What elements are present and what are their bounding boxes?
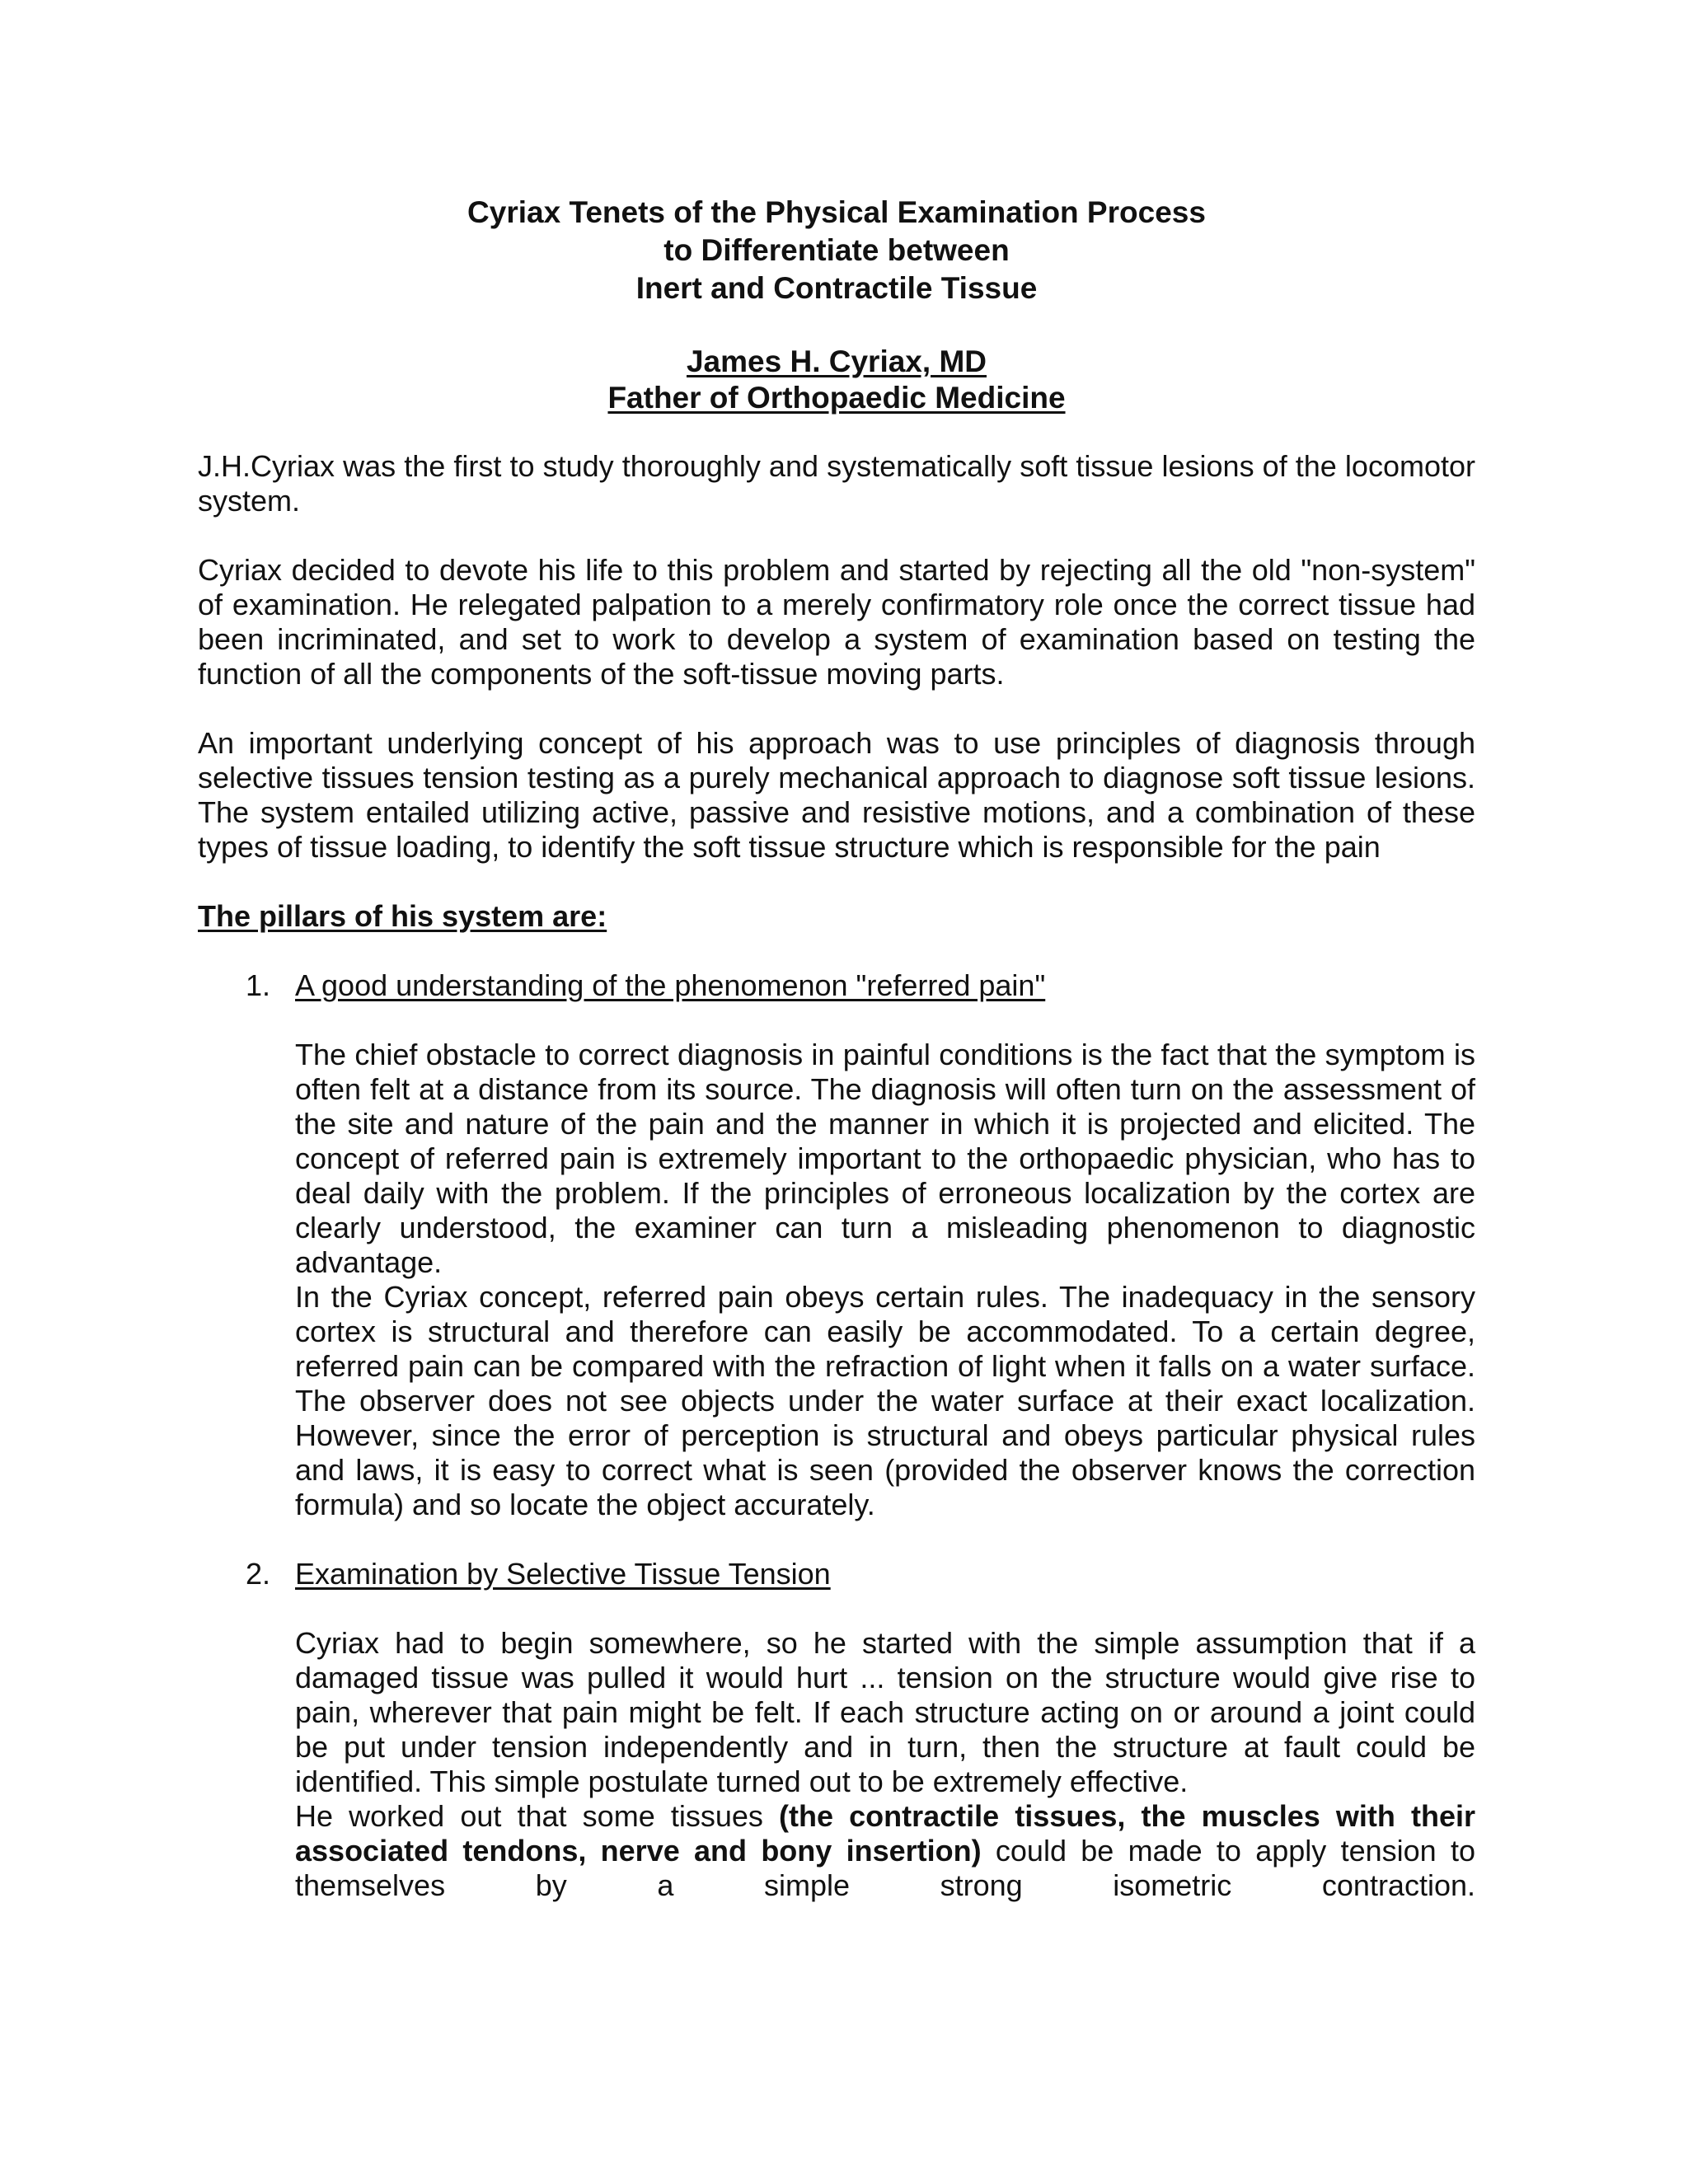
paragraph-bold-text: (the contractile tissues, the muscles with their associated tendons, nerve and bony insertion) <box>295 1799 1475 1868</box>
list-item-paragraph: The chief obstacle to correct diagnosis in painful conditions is the fact that the symptom is often felt at a distance from its source. The diagnosis will often turn on the assessment of the site and nature of the pain and the manner in which it is projected and elicited. The concept of referred pain is extremely important to the orthopaedic physician, who has to deal daily with the problem. If the principles of erroneous localization by the cortex are clearly understood, the examiner can turn a misleading phenomenon to diagnostic advantage. <box>295 1038 1475 1279</box>
intro-paragraph-1: J.H.Cyriax was the first to study thoroughly and systematically soft tissue lesions of the locomotor system. <box>198 449 1475 518</box>
list-number: 1. <box>246 968 271 1002</box>
document-page <box>198 194 1475 1903</box>
list-item-paragraph-mixed <box>295 1799 1475 1903</box>
list-item-paragraph: Cyriax had to begin somewhere, so he started with the simple assumption that if a damaged tissue was pulled it would hurt ... tension on the structure would give rise to pain, wherever that pain might be felt. If each structure acting on or around a joint could be put under tension independently and in turn, then the structure at fault could be identified. This simple postulate turned out to be extremely effective. <box>295 1626 1475 1798</box>
document-title <box>198 194 1475 307</box>
list-item <box>198 1557 1475 1903</box>
list-item-paragraph: In the Cyriax concept, referred pain obeys certain rules. The inadequacy in the sensory cortex is structural and therefore can easily be accommodated. To a certain degree, referred pain can be compared with the refraction of light when it falls on a water surface. The observer does not see objects under the water surface at their exact localization. However, since the error of perception is structural and obeys particular physical rules and laws, it is easy to correct what is seen (provided the observer knows the correction formula) and so locate the object accurately. <box>295 1280 1475 1521</box>
intro-paragraph-2: Cyriax decided to devote his life to this problem and started by rejecting all the old "non-system" of examination. He relegated palpation to a merely confirmatory role once the correct tissue had been incriminated, and set to work to develop a system of examination based on testing the function of all the components of the soft-tissue moving parts. <box>198 553 1475 691</box>
title-line-3: Inert and Contractile Tissue <box>635 271 1038 305</box>
pillars-heading: The pillars of his system are: <box>198 899 607 933</box>
paragraph-text-start: He worked out that some tissues <box>295 1799 780 1833</box>
author-block <box>198 344 1475 416</box>
list-item-body <box>295 1038 1475 1522</box>
list-item <box>198 968 1475 1522</box>
author-name: James H. Cyriax, MD <box>686 344 987 378</box>
list-item-title: A good understanding of the phenomenon "referred pain" <box>295 968 1046 1002</box>
title-line-2: to Differentiate between <box>663 233 1010 267</box>
list-item-body <box>295 1626 1475 1903</box>
title-line-1: Cyriax Tenets of the Physical Examination Process <box>467 195 1206 229</box>
paragraph-text-end: could be made to apply tension to themselves by a simple strong isometric contraction. <box>295 1834 1475 1902</box>
list-number: 2. <box>246 1557 271 1591</box>
intro-paragraph-3: An important underlying concept of his approach was to use principles of diagnosis through selective tissues tension testing as a purely mechanical approach to diagnose soft tissue lesions. The system entailed utilizing active, passive and resistive motions, and a combination of these types of tissue loading, to identify the soft tissue structure which is responsible for the pain <box>198 726 1475 864</box>
list-item-title: Examination by Selective Tissue Tension <box>295 1557 831 1591</box>
author-subtitle: Father of Orthopaedic Medicine <box>607 381 1066 415</box>
